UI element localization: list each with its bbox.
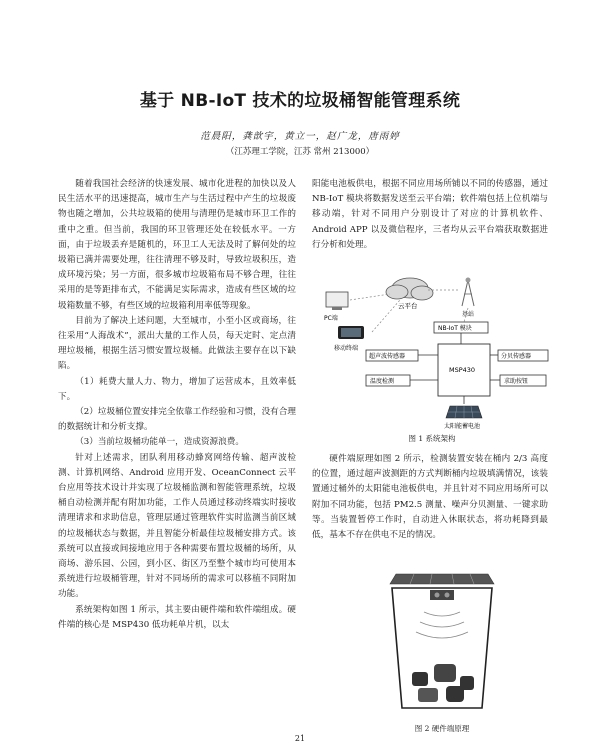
paragraph: 阳能电池板供电，根据不同应用场所铺以不同的传感器，通过 NB-IoT 模块将数据发送至云平台端；软件端包括上位机端与移动端，针对不同用户分别设计了对应的计算机软件、Android APP 以及微信程序，三者均从云平台端获取数据进行分析和处理。 <box>312 179 548 250</box>
paragraph: 针对上述需求，团队利用移动蜂窝网络传输、超声波检测、计算机网络、Android 应用开发、OceanConnect 云平台应用等技术设计并实现了垃圾桶监测和智能管理系统，垃圾桶自动检测并配有附加功能，工作人员通过移动终端实时接收清理请求和求助信息，管理层通过管理软件实时监测当前区域的垃圾桶状态与数据，并且智能分析最佳垃圾桶安排方式。该系统可以直接或间接地应用于各种需要布置垃圾桶的场所，从商场、游乐园、公园，到小区、街区乃至整个城市均可使用本系统进行垃圾桶管理，针对不同场所的需求可以移植不同附加功能。 <box>58 452 296 600</box>
cloud-label: 云平台 <box>398 302 418 310</box>
mcu-label: MSP430 <box>449 366 476 374</box>
affiliation: （江苏理工学院，江苏 常州 213000） <box>225 147 375 157</box>
cloud-icon <box>386 278 433 300</box>
right-column-top <box>312 177 548 253</box>
ultrasonic-wave-icon <box>416 612 468 638</box>
pc-icon <box>326 292 348 310</box>
base-station-label: 基站 <box>462 311 475 318</box>
nbiot-label: NB-IoT 模块 <box>438 325 472 332</box>
base-station-icon <box>462 278 474 307</box>
paragraph: （1）耗费大量人力、物力，增加了运营成本，且效率低下。 <box>58 376 296 402</box>
page-number: 21 <box>294 734 306 743</box>
paragraph: （3）当前垃圾桶功能单一，造成资源浪费。 <box>75 437 244 448</box>
paragraph: 系统架构如图 1 所示，其主要由硬件端和软件端组成。硬件端的核心是 MSP430 低功耗单片机，以太 <box>58 604 296 630</box>
figure-1-caption: 图 1 系统架构 <box>408 434 456 443</box>
figure-2-caption: 图 2 硬件端原理 <box>414 724 470 733</box>
help-label: 求助按钮 <box>504 378 529 385</box>
temp-label: 温度检测 <box>370 378 395 385</box>
paragraph: （2）垃圾桶位置安排完全依靠工作经验和习惯，没有合理的数据统计和分析支撑。 <box>58 407 296 433</box>
solar-panel-icon <box>446 406 482 418</box>
trash-bin-icon <box>392 588 492 708</box>
left-column <box>58 177 296 633</box>
right-column-mid <box>312 452 548 543</box>
paper-title: 基于 NB-IoT 技术的垃圾桶智能管理系统 <box>139 91 461 111</box>
other-sensor-label: 分贝传感器 <box>501 353 532 360</box>
system-architecture-figure <box>312 272 552 432</box>
solar-panel-icon <box>390 574 494 584</box>
pc-label: PC端 <box>324 315 338 322</box>
mobile-label: 移动终端 <box>334 345 359 352</box>
paragraph: 目前为了解决上述问题，大至城市，小至小区或商场，往往采用“人海战术”，派出大量的工作人员，每天定时、定点清理垃圾桶，根据生活习惯安置垃圾桶。此做法主要存在以下缺陷。 <box>58 315 296 372</box>
ultrasonic-label: 超声波传感器 <box>369 353 406 360</box>
author-list: 范晨阳，龚歆宇，黄立一，赵广龙，唐雨婷 <box>200 131 400 142</box>
mobile-icon <box>338 326 364 339</box>
solar-label: 太阳能蓄电池 <box>444 423 481 430</box>
paragraph: 随着我国社会经济的快速发展、城市化进程的加快以及人民生活水平的迅速提高，城市生产与生活过程中产生的垃圾废物也随之增加，公共垃圾箱的使用与清理仍是城市环卫工作的重中之重。但当前，我国的环卫管理还处在较低水平。一方面，由于垃圾丢弃是随机的，环卫工人无法及时了解何处的垃圾箱已满并需要处理，往往清理不够及时，导致垃圾积压，造成环境污染；另一方面，很多城市垃圾箱布局不够合理，往往采用的是等距排布式，不能满足实际需求，造成有些区域的垃圾箱数量不够，有些区域的垃圾箱利用率低等现象。 <box>58 179 296 311</box>
paragraph: 硬件端原理如图 2 所示，检测装置安装在桶内 2/3 高度的位置，通过超声波测距的方式判断桶内垃圾填满情况，该装置通过桶外的太阳能电池板供电，并且针对不同应用场所可以附加不同功能，包括 PM2.5 测量、噪声分贝测量、一键求助等。当装置暂停工作时，自动进入休眠状态，将功耗降到最低，基本不存在供电不足的情况。 <box>312 454 548 541</box>
sensor-device-icon <box>430 590 454 600</box>
hardware-principle-figure <box>352 568 532 718</box>
